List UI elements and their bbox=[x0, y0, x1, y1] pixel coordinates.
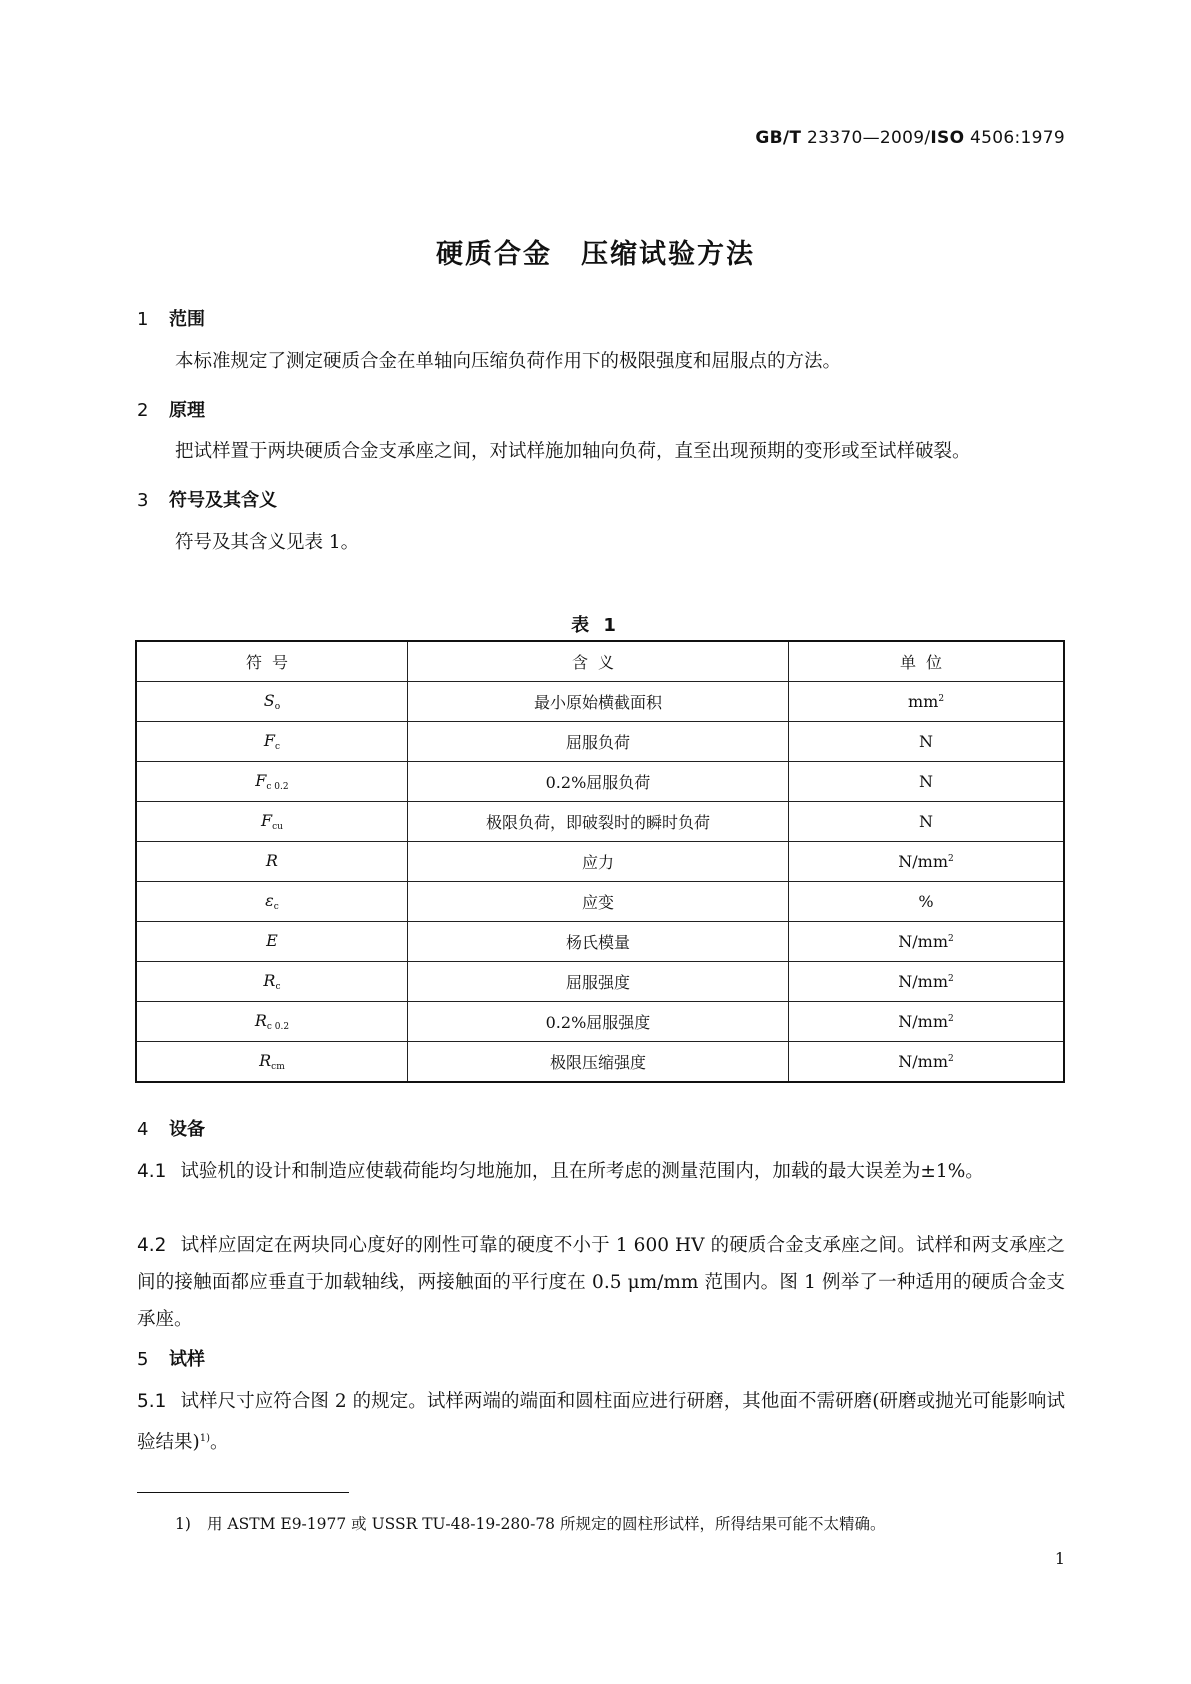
cell-symbol: $F_{c 0.2}$ bbox=[136, 762, 407, 802]
cell-meaning: 屈服负荷 bbox=[407, 722, 788, 762]
footnote: 1) 用 ASTM E9-1977 或 USSR TU-48-19-280-78 所规定的圆柱形试样，所得结果可能不太精确。 bbox=[175, 1515, 886, 1533]
clause-5-1: 5.1 试样尺寸应符合图 2 的规定。试样两端的端面和圆柱面应进行研磨，其他面不需研磨(研磨或抛光可能影响试验结果)$^{1)}$。 bbox=[137, 1391, 1065, 1453]
cell-unit: N bbox=[789, 802, 1064, 842]
table-caption: 表 1 bbox=[571, 615, 620, 636]
page-number: 1 bbox=[1054, 1549, 1065, 1568]
table-row bbox=[136, 722, 1064, 762]
section-1-text: 本标准规定了测定硬质合金在单轴向压缩负荷作用下的极限强度和屈服点的方法。 bbox=[175, 351, 842, 372]
table-row bbox=[136, 922, 1064, 962]
cell-meaning: 极限负荷，即破裂时的瞬时负荷 bbox=[407, 802, 788, 842]
section-3-text: 符号及其含义见表 1。 bbox=[175, 532, 360, 553]
cell-unit: $N/mm^2$ bbox=[789, 1002, 1064, 1042]
table-row bbox=[136, 762, 1064, 802]
cell-unit: % bbox=[789, 882, 1064, 922]
symbols-table bbox=[135, 640, 1065, 1083]
section-2-text: 把试样置于两块硬质合金支承座之间，对试样施加轴向负荷，直至出现预期的变形或至试样破裂。 bbox=[175, 441, 971, 462]
cell-unit: $N/mm^2$ bbox=[789, 922, 1064, 962]
cell-unit: $N/mm^2$ bbox=[789, 962, 1064, 1002]
cell-meaning: 极限压缩强度 bbox=[407, 1042, 788, 1083]
cell-meaning: 0.2%屈服强度 bbox=[407, 1002, 788, 1042]
table-row bbox=[136, 802, 1064, 842]
cell-symbol: $S_o$ bbox=[136, 682, 407, 722]
document-title: 硬质合金 压缩试验方法 bbox=[436, 239, 755, 270]
header-unit: 单位 bbox=[789, 641, 1064, 682]
cell-symbol: $R_{cm}$ bbox=[136, 1042, 407, 1083]
table-row bbox=[136, 1042, 1064, 1083]
cell-meaning: 屈服强度 bbox=[407, 962, 788, 1002]
cell-unit: N bbox=[789, 762, 1064, 802]
cell-symbol: $\varepsilon_c$ bbox=[136, 882, 407, 922]
standard-number: GB/T 23370—2009/ISO 4506:1979 bbox=[755, 128, 1065, 148]
footnote-divider bbox=[137, 1492, 349, 1493]
clause-4-1: 4.1 试验机的设计和制造应使载荷能均匀地施加，且在所考虑的测量范围内，加载的最大误差为±1%。 bbox=[137, 1161, 984, 1182]
section-4-heading: 4 设备 bbox=[137, 1119, 205, 1140]
header-symbol: 符号 bbox=[136, 641, 407, 682]
cell-meaning: 应变 bbox=[407, 882, 788, 922]
cell-unit: $N/mm^2$ bbox=[789, 1042, 1064, 1083]
clause-4-2: 4.2 试样应固定在两块同心度好的刚性可靠的硬度不小于 1 600 HV 的硬质合金支承座之间。试样和两支承座之间的接触面都应垂直于加载轴线，两接触面的平行度在 0.5 μm/mm 范围内。图 1 例举了一种适用的硬质合金支承座。 bbox=[137, 1235, 1065, 1330]
cell-symbol: R bbox=[136, 842, 407, 882]
section-5-heading: 5 试样 bbox=[137, 1349, 205, 1370]
table-row bbox=[136, 1002, 1064, 1042]
cell-unit: N bbox=[789, 722, 1064, 762]
cell-meaning: 0.2%屈服负荷 bbox=[407, 762, 788, 802]
footnote-reference: 1) bbox=[199, 1433, 210, 1444]
cell-symbol: $R_c$ bbox=[136, 962, 407, 1002]
cell-meaning: 最小原始横截面积 bbox=[407, 682, 788, 722]
cell-symbol: $F_{cu}$ bbox=[136, 802, 407, 842]
table-row bbox=[136, 682, 1064, 722]
section-2-heading: 2 原理 bbox=[137, 400, 205, 421]
cell-unit: $mm^2$ bbox=[789, 682, 1064, 722]
cell-unit: $N/mm^2$ bbox=[789, 842, 1064, 882]
cell-symbol: $R_{c 0.2}$ bbox=[136, 1002, 407, 1042]
table-row bbox=[136, 962, 1064, 1002]
cell-meaning: 应力 bbox=[407, 842, 788, 882]
section-3-heading: 3 符号及其含义 bbox=[137, 490, 277, 511]
table-row bbox=[136, 842, 1064, 882]
header-meaning: 含义 bbox=[407, 641, 788, 682]
cell-symbol: E bbox=[136, 922, 407, 962]
table-header-row bbox=[136, 641, 1064, 682]
cell-symbol: $F_c$ bbox=[136, 722, 407, 762]
table-row bbox=[136, 882, 1064, 922]
section-1-heading: 1 范围 bbox=[137, 309, 205, 330]
cell-meaning: 杨氏模量 bbox=[407, 922, 788, 962]
